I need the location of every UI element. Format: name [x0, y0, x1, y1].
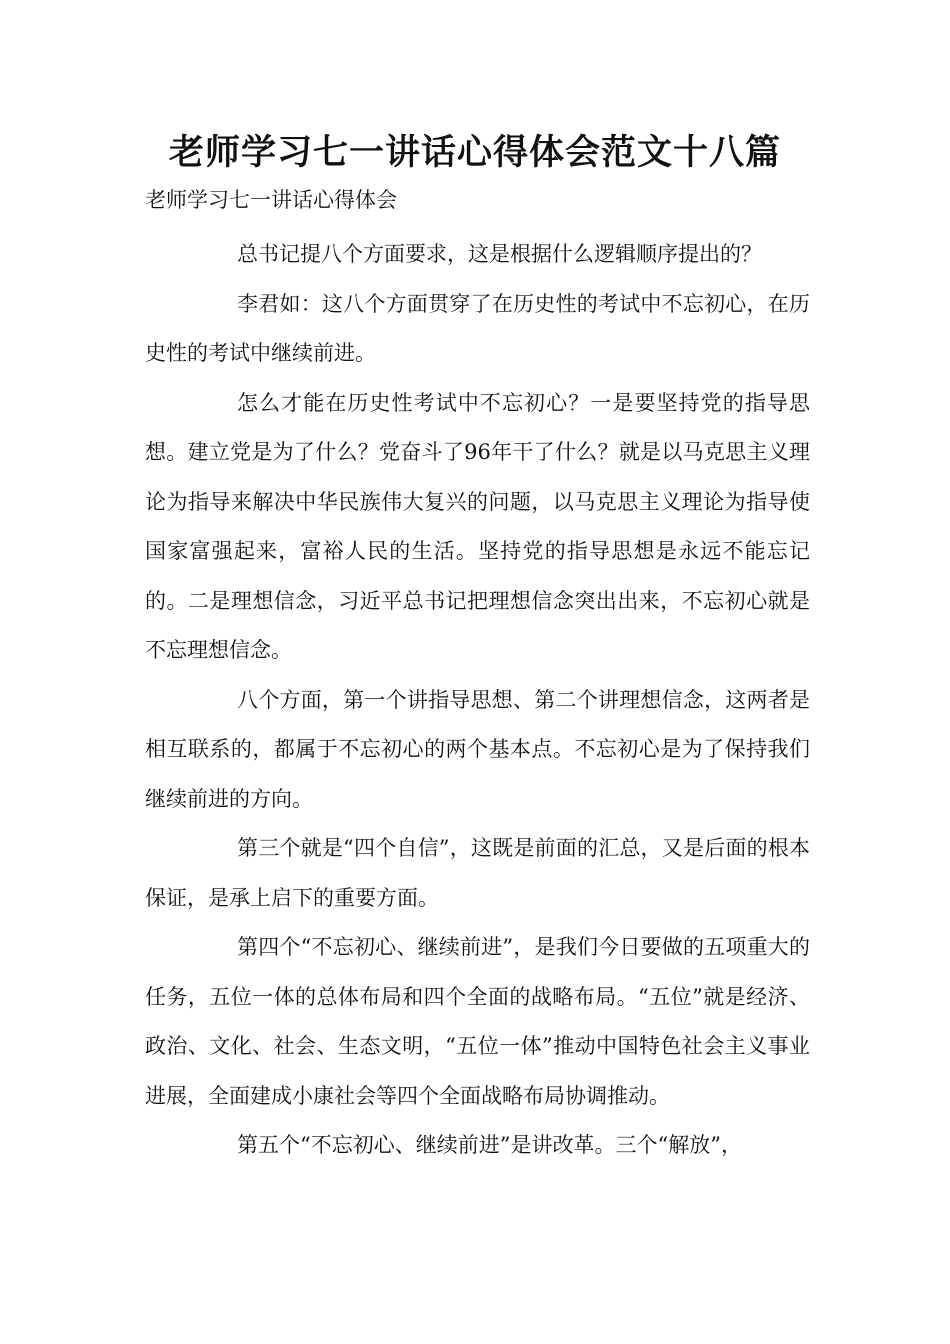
paragraph: 总书记提八个方面要求，这是根据什么逻辑顺序提出的？: [237, 242, 762, 266]
paragraph: 第三个就是“四个自信”，这既是前面的汇总，又是后面的根本保证，是承上启下的重要方面。: [145, 836, 810, 910]
paragraph: 八个方面，第一个讲指导思想、第二个讲理想信念，这两者是相互联系的，都属于不忘初心的两个基本点。不忘初心是为了保持我们继续前进的方向。: [145, 687, 810, 811]
paragraph: 第五个“不忘初心、继续前进”是讲改革。三个“解放”，: [237, 1133, 742, 1157]
document-subtitle: 老师学习七一讲话心得体会: [145, 188, 397, 212]
document-title: 老师学习七一讲话心得体会范文十八篇: [168, 133, 781, 173]
paragraph: 第四个“不忘初心、继续前进”，是我们今日要做的五项重大的任务，五位一体的总体布局和四个全面的战略布局。“五位”就是经济、政治、文化、社会、生态文明，“五位一体”推动中国特色社会主义事业进展，全面建成小康社会等四个全面战略布局协调推动。: [145, 935, 810, 1108]
paragraph: 李君如：这八个方面贯穿了在历史性的考试中不忘初心，在历史性的考试中继续前进。: [145, 291, 810, 365]
document-body: [145, 230, 810, 1171]
paragraph: 怎么才能在历史性考试中不忘初心？一是要坚持党的指导思想。建立党是为了什么？党奋斗了96年干了什么？就是以马克思主义理论为指导来解决中华民族伟大复兴的问题，以马克思主义理论为指导使国家富强起来，富裕人民的生活。坚持党的指导思想是永远不能忘记的。二是理想信念，习近平总书记把理想信念突出出来，不忘初心就是不忘理想信念。: [145, 390, 810, 662]
